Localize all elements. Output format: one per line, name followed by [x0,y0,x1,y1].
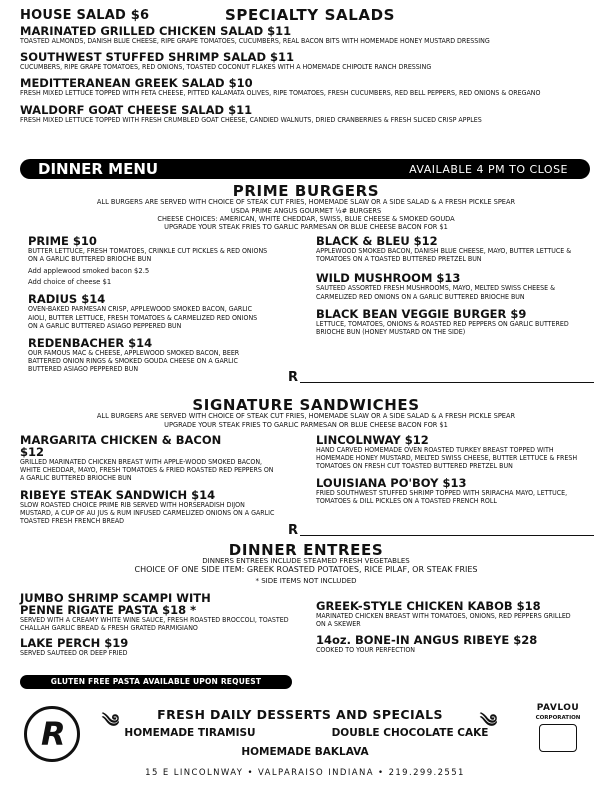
burger-addon: Add applewood smoked bacon $2.5 [28,267,150,276]
burger-desc: OVEN-BAKED PARMESAN CRISP, APPLEWOOD SMOKED BACON, GARLIC AIOLI, BUTTER LETTUCE, FRESH TOMATOES & CARMELIZED RED ONIONS ON A GARLIC BUTTERED ASIAGO PEPPERED BUN [28,305,258,330]
sandwich-item [20,489,275,526]
entrees-right-column [316,600,596,655]
salad-title: MEDITTERANEAN GREEK SALAD $10 [20,76,253,91]
burger-title: WILD MUSHROOM $13 [316,271,461,286]
burger-desc: SAUTEED ASSORTED FRESH MUSHROOMS, MAYO, MELTED SWISS CHEESE & CARMELIZED RED ONIONS ON A GARLIC BUTTERED BRIOCHE BUN [316,284,556,301]
logo-text: CORPORATION [535,715,581,721]
side-items-note: * SIDE ITEMS NOT INCLUDED [255,577,357,585]
entree-desc: SERVED WITH A CREAMY WHITE WINE SAUCE, FRESH ROASTED BROCCOLI, TOASTED CHALLAH GARLIC BREAD & FRESH GRATED PARMIGIANO [20,616,289,633]
burger-title: PRIME $10 [28,234,97,248]
entrees-note: DINNERS ENTREES INCLUDE STEAMED FRESH VEGETABLES [202,557,410,565]
burger-desc: LETTUCE, TOMATOES, ONIONS & ROASTED RED PEPPERS ON GARLIC BUTTERED BRIOCHE BUN (HONEY MUSTARD ON THE SIDE) [316,319,569,337]
sandwich-desc: FRIED SOUTHWEST STUFFED SHRIMP TOPPED WITH SRIRACHA MAYO, LETTUCE, TOMATOES & DILL PICKLES ON A TOASTED FRENCH ROLL [316,488,568,505]
signature-sandwiches-heading: SIGNATURE SANDWICHES [192,396,420,414]
prime-burgers-heading: PRIME BURGERS [232,182,380,200]
burger-addon: Add choice of cheese $1 [28,278,112,287]
salad-item [20,51,590,71]
burger-desc: OUR FAMOUS MAC & CHEESE, APPLEWOOD SMOKED BACON, BEER BATTERED ONION RINGS & SMOKED GOUDA CHEESE ON A GARLIC BUTTERED ASIAGO PEPPERED BUN [28,349,240,374]
sandwich-title: RIBEYE STEAK SANDWICH $14 [20,487,216,502]
desserts-heading: FRESH DAILY DESSERTS AND SPECIALS [157,707,443,722]
salad-item [20,25,590,45]
sandwich-title: LOUISIANA PO'BOY $13 [316,475,467,490]
burger-desc: BUTTER LETTUCE, FRESH TOMATOES, CRINKLE CUT PICKLES & RED ONIONS ON A GARLIC BUTTERED BRIOCHE BUN [28,247,268,264]
entree-item [316,634,596,654]
sandwich-title: LINCOLNWAY $12 [316,433,429,447]
sandwich-desc: GRILLED MARINATED CHICKEN BREAST WITH APPLE-WOOD SMOKED BACON, WHITE CHEDDAR, MAYO, FRESH TOMATOES & FRIED ROASTED RED PEPPERS ON A GARLIC BUTTERED BRIOCHE BUN [20,458,274,483]
dinner-entrees-heading: DINNER ENTREES [228,541,384,559]
divider [300,535,594,536]
burger-desc: APPLEWOOD SMOKED BACON, DANISH BLUE CHEESE, MAYO, BUTTER LETTUCE & TOMATOES ON A TOASTED BUTTERED PRETZEL BUN [316,247,572,264]
restaurant-logo [24,706,80,762]
house-salad: HOUSE SALAD $6 [20,8,150,23]
salad-item [20,77,590,97]
dessert-item: DOUBLE CHOCOLATE CAKE [331,727,489,739]
burgers-note: USDA PRIME ANGUS GOURMET ½# BURGERS [230,207,382,215]
entree-desc: COOKED TO YOUR PERFECTION [316,646,415,655]
sandwich-title: MARGARITA CHICKEN & BACON $12 [20,433,222,459]
r-mark: R [288,370,299,385]
sandwich-desc: SLOW ROASTED CHOICE PRIME RIB SERVED WITH HORSERADISH DIJON MUSTARD, A CUP OF AU JUS & RUM INFUSED CARMELIZED ONIONS ON A GARLIC TOASTED FRESH FRENCH BREAD [20,500,275,526]
fries-upgrade-note: UPGRADE YOUR STEAK FRIES TO GARLIC PARMESAN OR BLUE CHEESE BACON FOR $1 [164,223,448,231]
r-mark: R [288,523,299,538]
salad-title: SOUTHWEST STUFFED SHRIMP SALAD $11 [20,50,295,65]
salad-title: MARINATED GRILLED CHICKEN SALAD $11 [20,24,292,38]
salad-item [20,104,590,124]
burgers-right-column [316,235,596,336]
entree-item [20,637,290,657]
footer-address: 15 E LINCOLNWAY • VALPARAISO INDIANA • 219.299.2551 [145,768,465,778]
burgers-left-column [28,235,268,374]
pavlou-corporation-logo [531,703,585,765]
burger-title: REDENBACHER $14 [28,336,153,351]
logo-letter: R [41,715,66,753]
dinner-menu-label: DINNER MENU [38,160,159,178]
sandwich-item [20,434,275,483]
sandwich-desc: HAND CARVED HOMEMADE OVEN ROASTED TURKEY BREAST TOPPED WITH HOMEMADE HONEY MUSTARD, MELTED SWISS CHEESE, BUTTER LETTUCE & FRESH TOMATOES ON FRESH CUT TOASTED BUTTERED PRETZEL BUN [316,446,578,471]
burger-title: BLACK BEAN VEGGIE BURGER $9 [316,306,527,321]
entree-item [316,600,596,628]
entree-desc: SERVED SAUTEED OR DEEP FRIED [20,649,128,658]
dessert-item: HOMEMADE BAKLAVA [241,746,369,758]
sandwiches-left-column [20,434,275,525]
burger-title: BLACK & BLEU $12 [316,234,438,248]
entree-title: GREEK-STYLE CHICKEN KABOB $18 [316,599,541,613]
entree-title: 14oz. BONE-IN ANGUS RIBEYE $28 [316,633,538,648]
sandwiches-note: ALL BURGERS ARE SERVED WITH CHOICE OF STEAK CUT FRIES, HOMEMADE SLAW OR A SIDE SALAD & A FRESH PICKLE SPEAR [96,412,516,420]
dinner-availability: AVAILABLE 4 PM TO CLOSE [409,163,568,176]
sandwich-item [316,477,591,505]
ornament-left-icon: ༄ [102,711,120,732]
emblem-icon [539,724,577,752]
entree-title: JUMBO SHRIMP SCAMPI WITH PENNE RIGATE PASTA $18 * [20,591,211,617]
sandwiches-upgrade-note: UPGRADE YOUR STEAK FRIES TO GARLIC PARMESAN OR BLUE CHEESE BACON FOR $1 [164,421,448,429]
gluten-free-banner: GLUTEN FREE PASTA AVAILABLE UPON REQUEST [20,675,292,689]
burger-item [28,235,268,288]
divider [300,382,594,383]
entree-item [20,592,290,632]
burger-item [28,337,268,374]
cheese-choices-note: CHEESE CHOICES: AMERICAN, WHITE CHEDDAR, SWISS, BLUE CHEESE & SMOKED GOUDA [157,215,455,223]
entrees-left-column [20,592,290,658]
burger-item [28,293,268,330]
burger-item [316,308,596,336]
logo-text: PAVLOU [536,703,580,713]
dinner-menu-bar [20,159,590,179]
dessert-item: HOMEMADE TIRAMISU [124,727,256,739]
salad-desc: TOASTED ALMONDS, DANISH BLUE CHEESE, RIPE GRAPE TOMATOES, CUCUMBERS, REAL BACON BITS WITH HOMEMADE HONEY MUSTARD DRESSING [20,37,490,45]
specialty-salad-list [20,25,590,124]
specialty-salads-heading: SPECIALTY SALADS [224,6,396,24]
burger-item [316,272,596,300]
burger-title: RADIUS $14 [28,292,106,307]
sandwich-item [316,434,591,471]
side-choice-note: CHOICE OF ONE SIDE ITEM: GREEK ROASTED POTATOES, RICE PILAF, OR STEAK FRIES [134,565,478,574]
burger-item [316,235,596,263]
sandwiches-right-column [316,434,591,505]
salad-desc: CUCUMBERS, RIPE GRAPE TOMATOES, RED ONIONS, TOASTED COCONUT FLAKES WITH A HOMEMADE CHIPOLTE RANCH DRESSING [20,63,432,72]
entree-title: LAKE PERCH $19 [20,636,129,651]
ornament-right-icon: ༄ [480,711,498,732]
salad-title: WALDORF GOAT CHEESE SALAD $11 [20,102,253,117]
salad-desc: FRESH MIXED LETTUCE TOPPED WITH FETA CHEESE, PITTED KALAMATA OLIVES, RIPE TOMATOES, FRESH CUCUMBERS, RED BELL PEPPERS, RED ONIONS & OREGANO [20,89,541,98]
burgers-note: ALL BURGERS ARE SERVED WITH CHOICE OF STEAK CUT FRIES, HOMEMADE SLAW OR A SIDE SALAD & A FRESH PICKLE SPEAR [96,198,516,206]
salad-desc: FRESH MIXED LETTUCE TOPPED WITH FRESH CRUMBLED GOAT CHEESE, CANDIED WALNUTS, DRIED CRANBERRIES & FRESH SLICED CRISP APPLES [20,115,482,124]
entree-desc: MARINATED CHICKEN BREAST WITH TOMATOES, ONIONS, RED PEPPERS GRILLED ON A SKEWER [316,612,571,629]
